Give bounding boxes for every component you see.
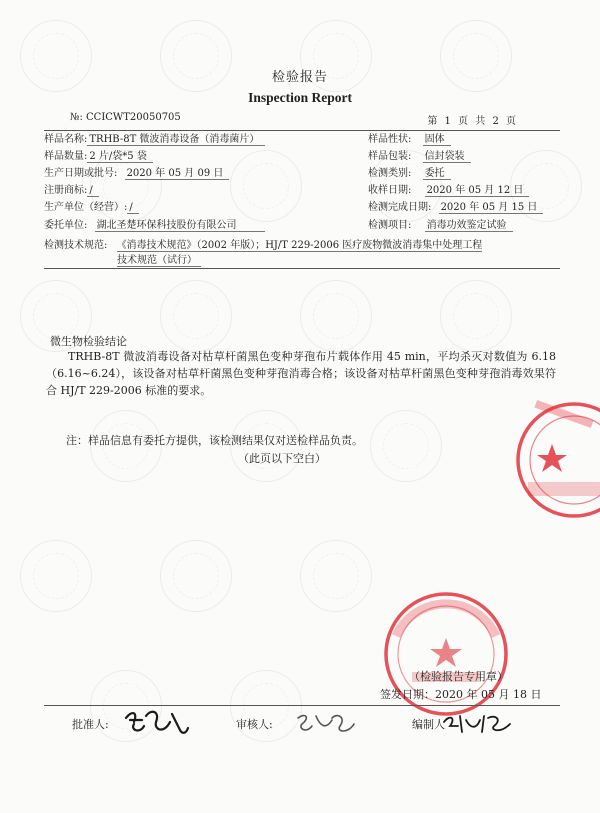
standard-value-line1: 《消毒技术规范》（2002 年版）；HJ/T 229-2006 医疗废物微波消毒集中处理工程	[116, 240, 483, 251]
receive-date-label: 收样日期:	[368, 185, 412, 196]
test-project-value: 消毒功效鉴定试验	[425, 220, 513, 232]
report-number-value: CCICWT20050705	[86, 112, 181, 123]
sample-name-label: 样品名称:	[44, 134, 88, 145]
sample-property-row	[368, 133, 451, 147]
producer-row	[44, 201, 139, 215]
trademark-value: /	[87, 185, 98, 197]
standard-row	[44, 237, 482, 254]
author-label: 编制人	[412, 718, 445, 731]
reviewer-signature	[292, 708, 360, 740]
approver	[72, 716, 109, 732]
client-value: 湖北圣楚环保科技股份有限公司	[95, 220, 265, 232]
standard-row-2	[117, 254, 201, 268]
complete-date-row	[368, 201, 543, 215]
sample-qty-value: 2 片/袋*5 袋	[87, 151, 152, 163]
complete-date-label: 检测完成日期:	[368, 202, 432, 213]
note-text: 注：样品信息有委托方提供，该检测结果仅对送检样品负责。	[66, 434, 363, 447]
seal-note: （检验报告专用章）	[409, 670, 508, 683]
receive-date-row	[368, 184, 529, 198]
title-en: Inspection Report	[248, 90, 352, 105]
producer-value: /	[127, 202, 138, 214]
report-number-label: №:	[70, 112, 83, 123]
sample-package-value: 信封袋装	[423, 151, 471, 163]
sample-qty-row	[44, 150, 153, 164]
receive-date-value: 2020 年 05 月 12 日	[425, 185, 530, 197]
producer-label: 生产单位（经营）:	[44, 202, 128, 213]
author	[412, 716, 445, 732]
sample-property-label: 样品性状:	[368, 134, 412, 145]
client-row	[44, 219, 265, 233]
production-date-value: 2020 年 05 月 09 日	[125, 168, 230, 180]
title-cn: 检验报告	[271, 70, 328, 85]
standard-value-line2: 技术规范（试行）	[117, 255, 201, 267]
report-number	[70, 112, 181, 123]
sample-package-row	[368, 150, 471, 164]
sample-property-value: 固体	[423, 134, 451, 146]
issue-date: 签发日期：2020 年 05 月 18 日	[380, 688, 542, 701]
reviewer-label: 审核人:	[236, 718, 273, 731]
conclusion-text: TRHB-8T 微波消毒设备对枯草杆菌黑色变种芽孢布片载体作用 45 min，平均杀灭对数值为 6.18（6.16~6.24），该设备对枯草杆菌黑色变种芽孢消毒合格；该设备对枯草杆菌黑色变种芽孢消毒效果符合 HJ/T 229-2006 标准的要求。	[46, 350, 556, 397]
test-type-label: 检测类别:	[368, 168, 412, 179]
trademark-row	[44, 184, 99, 198]
page-indicator: 第 1 页 共 2 页	[427, 116, 516, 127]
sample-name-value: TRHB-8T 微波消毒设备（消毒菌片）	[87, 134, 265, 146]
test-type-value: 委托	[423, 168, 451, 180]
client-label: 委托单位:	[44, 220, 88, 231]
blank-marker: （此页以下空白）	[238, 452, 326, 465]
approver-label: 批准人:	[72, 718, 109, 731]
sample-qty-label: 样品数量:	[44, 151, 88, 162]
author-signature	[440, 708, 520, 738]
production-date-label: 生产日期或批号:	[44, 168, 118, 179]
test-project-label: 检测项目:	[368, 220, 412, 231]
divider-bottom	[44, 268, 560, 269]
sample-package-label: 样品包装:	[368, 151, 412, 162]
reviewer	[236, 716, 273, 732]
divider-signature	[44, 705, 560, 706]
test-type-row	[368, 167, 451, 181]
complete-date-value: 2020 年 05 月 15 日	[439, 202, 544, 214]
divider-top	[44, 130, 560, 131]
test-project-row	[368, 219, 513, 233]
standard-label: 检测技术规范:	[44, 240, 108, 251]
sample-name-row	[44, 133, 265, 147]
inspection-seal-stamp	[504, 398, 600, 528]
trademark-label: 注册商标:	[44, 185, 88, 196]
section-title: 微生物检验结论	[50, 335, 127, 348]
production-date-row	[44, 167, 229, 181]
